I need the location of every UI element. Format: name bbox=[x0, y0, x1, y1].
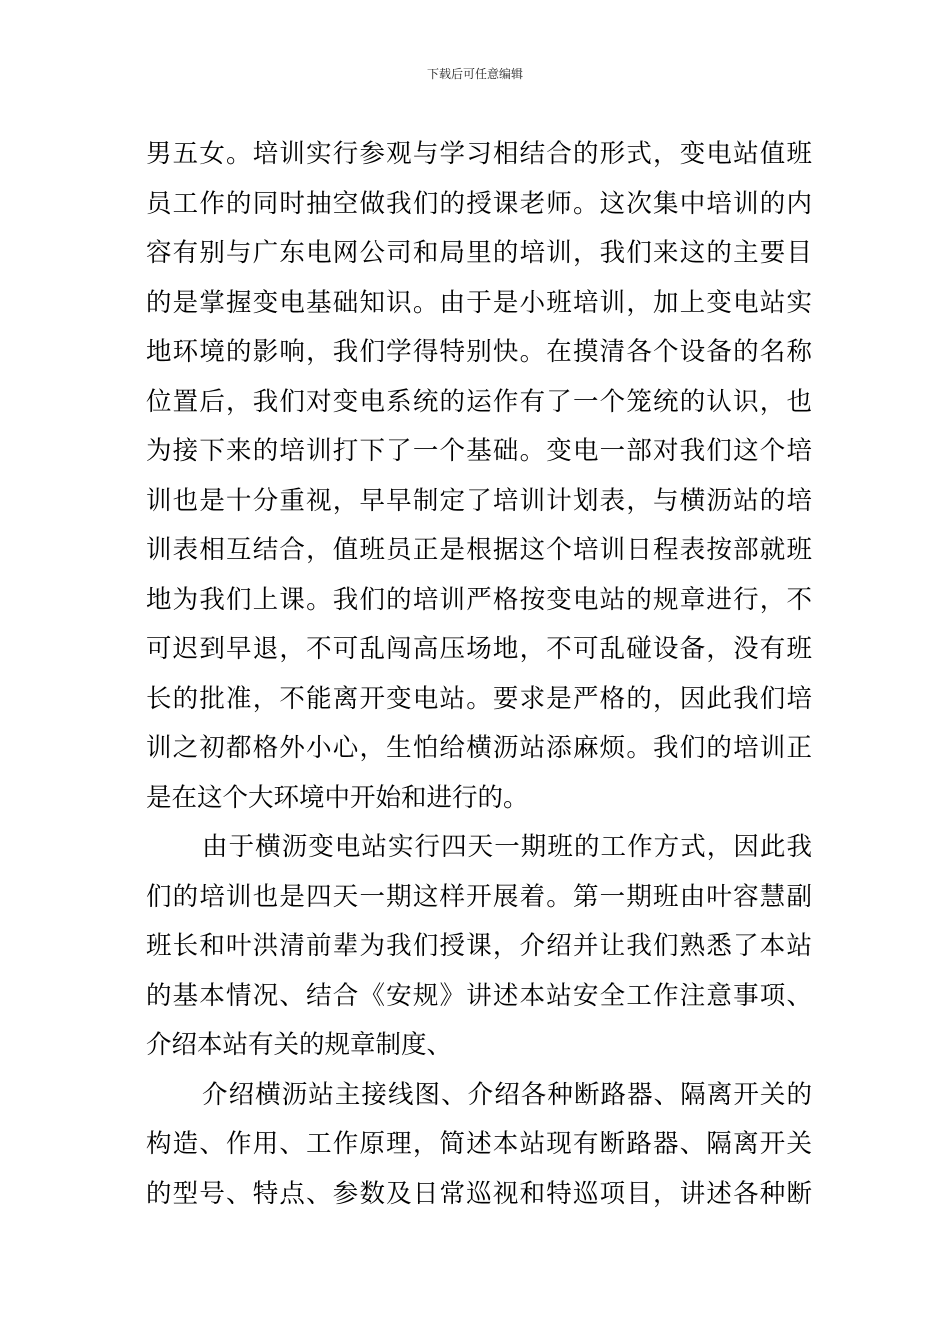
text-line: 容有别与广东电网公司和局里的培训，我们来这的主要目 bbox=[146, 238, 812, 268]
text-line: 由于横沥变电站实行四天一期班的工作方式，因此我 bbox=[202, 832, 812, 862]
text-line: 介绍本站有关的规章制度、 bbox=[146, 1030, 453, 1060]
text-line: 的是掌握变电基础知识。由于是小班培训，加上变电站实 bbox=[146, 287, 812, 318]
paragraph bbox=[146, 1071, 812, 1220]
text-line: 地环境的影响，我们学得特别快。在摸清各个设备的名称 bbox=[146, 337, 812, 367]
paragraph bbox=[146, 823, 812, 1071]
text-line: 可迟到早退，不可乱闯高压场地，不可乱碰设备，没有班 bbox=[146, 634, 812, 664]
text-line: 班长和叶洪清前辈为我们授课，介绍并让我们熟悉了本站 bbox=[146, 931, 812, 961]
text-line: 男五女。培训实行参观与学习相结合的形式，变电站值班 bbox=[146, 139, 812, 169]
text-line: 位置后，我们对变电系统的运作有了一个笼统的认识，也 bbox=[146, 386, 812, 417]
text-line: 的基本情况、结合《安规》讲述本站安全工作注意事项、 bbox=[146, 980, 812, 1011]
text-line: 为接下来的培训打下了一个基础。变电一部对我们这个培 bbox=[146, 436, 812, 466]
text-line: 介绍横沥站主接线图、介绍各种断路器、隔离开关的 bbox=[202, 1079, 812, 1110]
text-line: 训表相互结合，值班员正是根据这个培训日程表按部就班 bbox=[146, 535, 812, 565]
text-line: 的型号、特点、参数及日常巡视和特巡项目，讲述各种断 bbox=[146, 1178, 812, 1209]
text-line: 们的培训也是四天一期这样开展着。第一期班由叶容慧副 bbox=[146, 881, 812, 912]
text-line: 是在这个大环境中开始和进行的。 bbox=[146, 782, 529, 813]
document-body bbox=[146, 130, 812, 1219]
text-line: 构造、作用、工作原理，简述本站现有断路器、隔离开关 bbox=[146, 1129, 812, 1159]
text-line: 训也是十分重视，早早制定了培训计划表，与横沥站的培 bbox=[146, 485, 812, 516]
text-line: 员工作的同时抽空做我们的授课老师。这次集中培训的内 bbox=[146, 188, 812, 219]
text-line: 训之初都格外小心，生怕给横沥站添麻烦。我们的培训正 bbox=[146, 733, 812, 763]
text-line: 地为我们上课。我们的培训严格按变电站的规章进行，不 bbox=[146, 584, 812, 615]
paragraph bbox=[146, 130, 812, 823]
text-line: 长的批准，不能离开变电站。要求是严格的，因此我们培 bbox=[146, 683, 812, 714]
page-header: 下载后可任意编辑 bbox=[426, 67, 523, 81]
